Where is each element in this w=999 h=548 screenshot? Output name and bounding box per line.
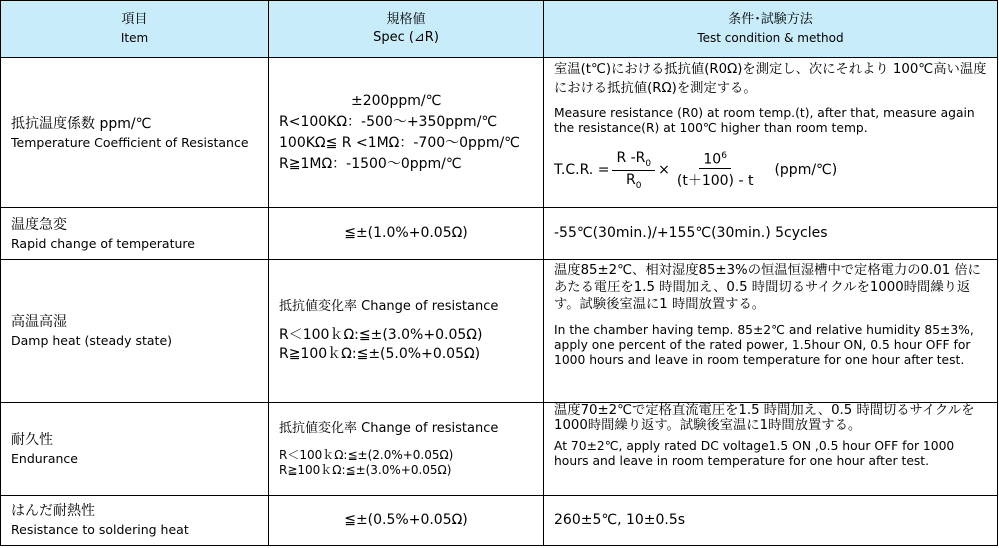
condition-cell — [544, 403, 998, 496]
condition-en: In the chamber having temp. 85±2℃ and relative humidity 85±3%, apply one percent of the rated power, 1.5hour ON, 0.5 hour OFF for 1000 hours and leave in room temperature for one hour after test. — [554, 323, 974, 368]
spec-cell — [269, 208, 544, 260]
spec-line: 100KΩ≦ R <1MΩ：-700～0ppm/℃ — [279, 134, 520, 151]
spec-line: R≧100ｋΩ:≦±(3.0%+0.05Ω) — [279, 463, 452, 477]
spec-cell — [269, 495, 544, 545]
condition-cell — [544, 58, 998, 208]
table-row — [1, 260, 998, 403]
spec-line: R≧100ｋΩ:≦±(5.0%+0.05Ω) — [279, 346, 481, 363]
table-row — [1, 208, 998, 260]
item-cell — [1, 403, 269, 496]
formula-fraction-1: $\frac{R -R_0}{R_0}$ — [612, 150, 655, 191]
spec-line: ±200ppm/℃ — [351, 92, 442, 109]
formula-fraction-2: $\frac{10^6}{(t+100) - t}$ — [676, 150, 754, 190]
condition-text: 260±5℃, 10±0.5s — [554, 511, 686, 528]
header-spec-en: Spec (⊿R) — [373, 30, 439, 46]
item-jp: 抵抗温度係数 ppm/℃ — [11, 115, 152, 132]
spec-value: ≦±(1.0%+0.05Ω) — [344, 225, 468, 242]
item-cell — [1, 495, 269, 545]
condition-cell — [544, 495, 998, 545]
table-row — [1, 403, 998, 496]
condition-jp: 温度70±2℃で定格直流電圧を1.5 時間加え、0.5 時間切るサイクルを1000時間繰り返す。試験後室温に1時間放置する。 — [554, 403, 975, 434]
table-row — [1, 58, 998, 208]
item-jp: はんだ耐熱性 — [11, 503, 95, 520]
header-spec-jp: 規格値 — [386, 12, 426, 28]
header-row — [1, 1, 998, 58]
spec-line: R＜100ｋΩ:≦±(3.0%+0.05Ω) — [279, 327, 483, 344]
spec-line: R＜100ｋΩ:≦±(2.0%+0.05Ω) — [279, 448, 454, 462]
spec-title: 抵抗値変化率 Change of resistance — [279, 299, 499, 315]
condition-en: At 70±2℃, apply rated DC voltage1.5 ON ,0.5 hour OFF for 1000 hours and leave in room temperature for one hour after test. — [554, 439, 955, 469]
formula-times: × — [658, 162, 670, 179]
formula-unit: (ppm/℃) — [774, 162, 838, 179]
header-cond-jp: 条件･試験方法 — [728, 12, 813, 28]
item-cell — [1, 208, 269, 260]
condition-cell — [544, 208, 998, 260]
tcr-formula — [554, 150, 991, 191]
table-row — [1, 495, 998, 545]
item-jp: 耐久性 — [11, 432, 53, 448]
spec-title: 抵抗値変化率 Change of resistance — [279, 421, 499, 436]
spec-cell — [269, 403, 544, 496]
item-en: Rapid change of temperature — [11, 235, 195, 251]
formula-lhs: T.C.R. = — [554, 162, 610, 179]
item-en: Resistance to soldering heat — [11, 522, 189, 538]
item-cell — [1, 260, 269, 403]
item-cell — [1, 58, 269, 208]
spec-line: R<100KΩ：-500～+350ppm/℃ — [279, 113, 498, 130]
header-item-jp: 項目 — [121, 12, 148, 28]
header-item-en: Item — [120, 31, 149, 46]
item-jp: 温度急変 — [11, 216, 67, 233]
header-spec — [269, 1, 544, 58]
spec-cell — [269, 260, 544, 403]
header-condition — [544, 1, 998, 58]
header-cond-en: Test condition & method — [697, 31, 844, 46]
spec-line: R≧1MΩ：-1500～0ppm/℃ — [279, 155, 462, 172]
item-en: Endurance — [11, 451, 78, 466]
condition-en: Measure resistance (R0) at room temp.(t), after that, measure again the resistance(R) at 100℃ higher than room temp. — [554, 106, 975, 136]
condition-cell — [544, 260, 998, 403]
item-en: Damp heat (steady state) — [11, 333, 173, 349]
condition-jp: 温度85±2℃、相対湿度85±3%の恒温恒湿槽中で定格電力の0.01 倍にあたる電圧を1.5 時間加え、0.5 時間切るサイクルを1000時間繰り返す。試験後室温に1 時間放置する。 — [554, 263, 981, 313]
header-item — [1, 1, 269, 58]
condition-jp: 室温(t℃)における抵抗値(R0Ω)を測定し、次にそれより 100℃高い温度における抵抗値(RΩ)を測定する。 — [554, 62, 987, 97]
spec-cell — [269, 58, 544, 208]
item-jp: 高温高湿 — [11, 314, 67, 331]
item-en: Temperature Coefficient of Resistance — [11, 134, 249, 150]
spec-value: ≦±(0.5%+0.05Ω) — [344, 511, 468, 528]
condition-text: -55℃(30min.)/+155℃(30min.) 5cycles — [554, 225, 828, 242]
